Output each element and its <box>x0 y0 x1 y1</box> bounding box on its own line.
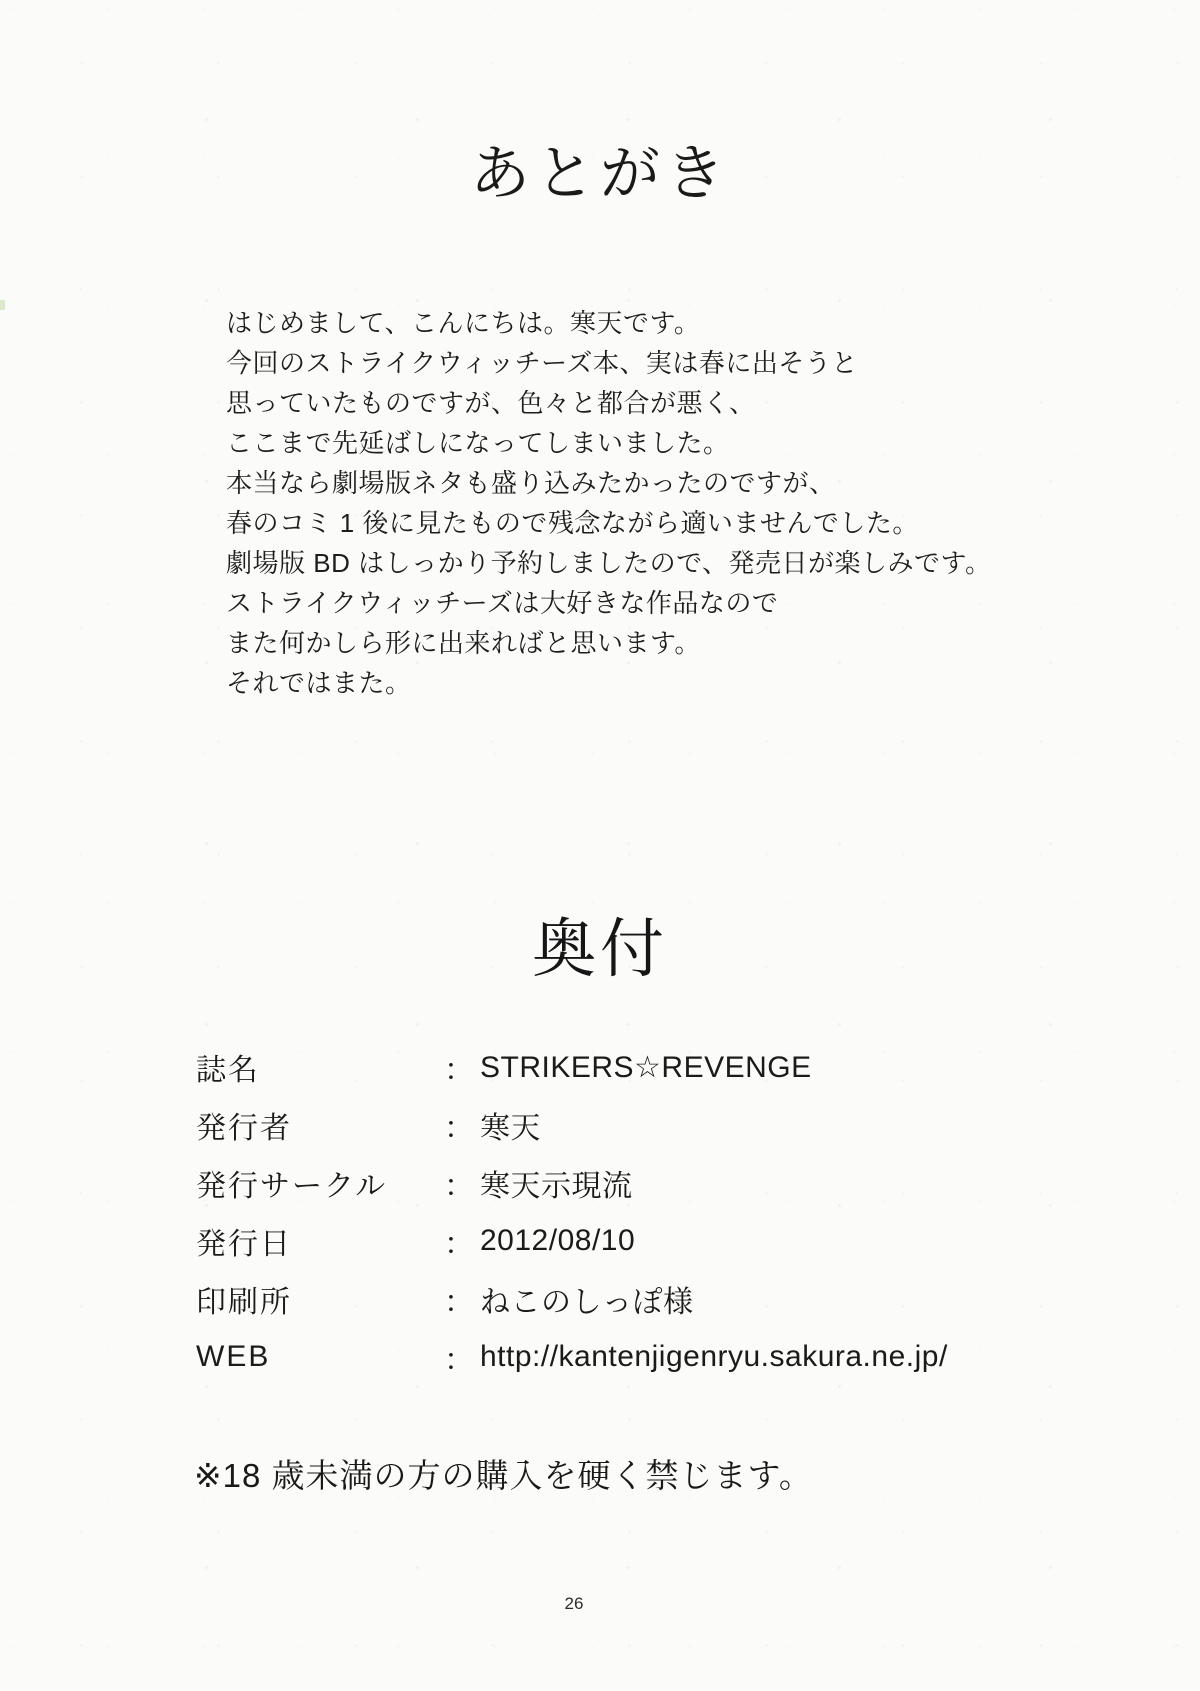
colophon-row-label: 発行サークル <box>196 1170 388 1203</box>
colophon-row-label: 印刷所 <box>196 1286 292 1319</box>
afterword-line: 思っていたものですが、色々と都合が悪く、 <box>226 388 756 418</box>
afterword-line: 劇場版 BD はしっかり予約しましたので、発売日が楽しみです。 <box>226 548 992 578</box>
afterword-line: はじめまして、こんにちは。寒天です。 <box>226 308 701 338</box>
colophon-table <box>196 1038 1036 1386</box>
colophon-row-separator: ： <box>444 1112 474 1145</box>
colophon-row-label: WEB <box>196 1340 271 1373</box>
afterword-line: ストライクウィッチーズは大好きな作品なので <box>226 588 779 618</box>
colophon-row-label: 発行者 <box>196 1112 292 1145</box>
age-restriction-warning: ※18 歳未満の方の購入を硬く禁じます。 <box>194 1457 813 1494</box>
scan-artifact-speck <box>0 300 5 310</box>
colophon-row-publisher <box>196 1096 1036 1154</box>
colophon-row-value: 寒天 <box>480 1112 541 1145</box>
colophon-row-value: 寒天示現流 <box>480 1170 633 1203</box>
page-number: 26 <box>564 1594 584 1613</box>
colophon-row-printer <box>196 1270 1036 1328</box>
afterword-title: あとがき <box>470 140 730 207</box>
colophon-row-circle <box>196 1154 1036 1212</box>
colophon-row-value: ねこのしっぽ様 <box>480 1286 694 1319</box>
colophon-row-date <box>196 1212 1036 1270</box>
colophon-title: 奥付 <box>532 913 668 985</box>
afterword-line: 今回のストライクウィッチーズ本、実は春に出そうと <box>226 348 858 378</box>
afterword-line: それではまた。 <box>226 668 412 698</box>
colophon-row-value: STRIKERS☆REVENGE <box>480 1050 812 1084</box>
colophon-row-separator: ： <box>444 1228 474 1261</box>
colophon-row-label: 誌名 <box>196 1054 260 1087</box>
colophon-row-label: 発行日 <box>196 1228 292 1261</box>
afterword-line: ここまで先延ばしになってしまいました。 <box>226 428 730 458</box>
afterword-line: 春のコミ 1 後に見たもので残念ながら適いませんでした。 <box>226 508 919 538</box>
afterword-body <box>226 303 992 703</box>
colophon-row-separator: ： <box>444 1286 474 1319</box>
colophon-row-value website-url: http://kantenjigenryu.sakura.ne.jp/ <box>480 1340 948 1373</box>
colophon-row-value: 2012/08/10 <box>480 1224 636 1257</box>
colophon-row-title <box>196 1038 1036 1096</box>
colophon-row-separator: ： <box>444 1344 474 1377</box>
afterword-line: 本当なら劇場版ネタも盛り込みたかったのですが、 <box>226 468 836 498</box>
colophon-row-web <box>196 1328 1036 1386</box>
colophon-row-separator: ： <box>444 1170 474 1203</box>
colophon-row-separator: ： <box>444 1054 474 1087</box>
afterword-line: また何かしら形に出来ればと思います。 <box>226 628 701 658</box>
